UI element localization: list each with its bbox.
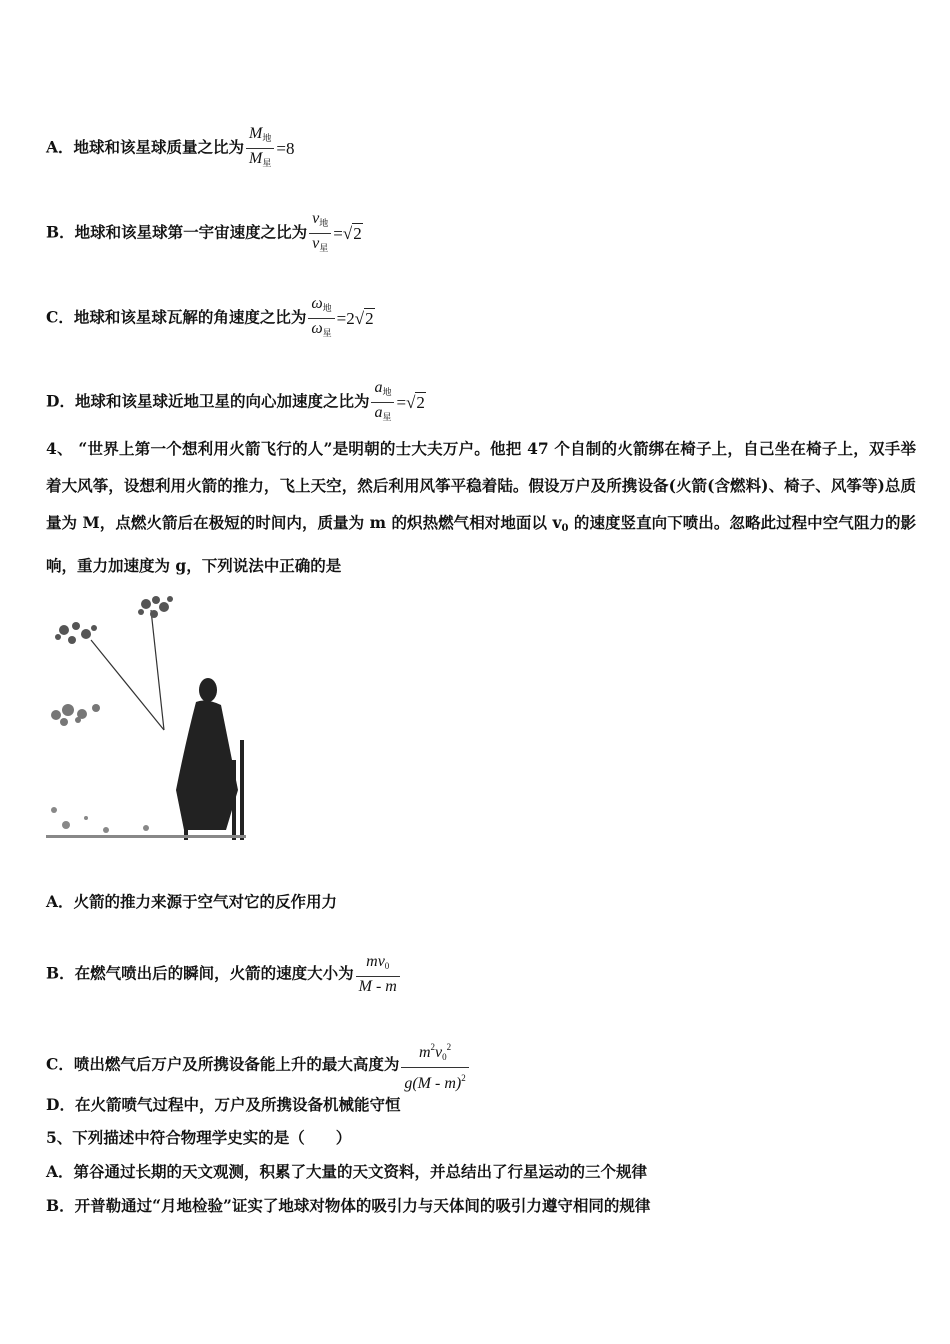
fraction-value: =8: [276, 138, 295, 158]
q3-option-d: [46, 378, 426, 427]
q3-option-c: [46, 294, 375, 343]
fraction-value: =2√2: [336, 308, 374, 328]
max-height-fraction: $\frac{m^2v_0^2}{g(M - m)^2}$: [401, 1037, 468, 1094]
option-letter: A．: [46, 137, 74, 157]
q5-option-b: B．开普勒通过“月地检验”证实了地球对物体的吸引力与天体间的吸引力遵守相同的规律: [46, 1196, 651, 1215]
option-letter: C．: [46, 307, 74, 327]
q4-option-a: A．火箭的推力来源于空气对它的反作用力: [46, 892, 338, 911]
rocket-velocity-fraction: $\frac{mv_0}{M - m}$: [356, 952, 400, 997]
q3-option-a: [46, 124, 294, 173]
kite-string-right: [151, 610, 164, 730]
acceleration-ratio-fraction: $\frac{a_地}{a_星}$: [371, 378, 394, 427]
kite-left: [55, 622, 97, 644]
q4-option-c: C．喷出燃气后万户及所携设备能上升的最大高度为 $\frac{m^2v_0^2}{g(M - m)^2}$: [46, 1037, 471, 1094]
kite-string-left: [91, 640, 164, 730]
cloud-smoke: [51, 704, 100, 726]
q5-option-a: A．第谷通过长期的天文观测，积累了大量的天文资料，并总结出了行星运动的三个规律: [46, 1162, 648, 1181]
option-text: 地球和该星球近地卫星的向心加速度之比为: [74, 391, 370, 411]
option-letter: B．: [46, 222, 75, 242]
option-text: 地球和该星球第一宇宙速度之比为: [74, 222, 308, 242]
velocity-ratio-fraction: $\frac{v_地}{v_星}$: [309, 209, 331, 258]
q5-stem: 5、下列描述中符合物理学史实的是（ ）: [46, 1128, 352, 1147]
q4-stem: 4、 “世界上第一个想利用火箭飞行的人”是明朝的士大夫万户。他把 47 个自制的火箭绑在椅子上，自己坐在椅子上，双手举着大风筝，设想利用火箭的推力，飞上天空，然后利用风筝平稳着陆。假设万户及所携设备(火箭(含燃料)、椅子、风筝等)总质量为 M，点燃火箭后在极短的时间内，质量为 m 的炽热燃气相对地面以 $v_0$ 的速度竖直向下喷出。忽略此过程中空气阻力的影响，重力加速度为 g，下列说法中正确的是: [46, 439, 917, 575]
option-text: 地球和该星球质量之比为: [73, 137, 245, 157]
q4-option-d: D．在火箭喷气过程中，万户及所携设备机械能守恒: [46, 1095, 401, 1114]
mass-ratio-fraction: $\frac{M_地}{M_星}$: [246, 124, 274, 173]
kite-right: [138, 596, 173, 618]
option-text: 地球和该星球瓦解的角速度之比为: [73, 307, 307, 327]
fraction-value: =√2: [333, 223, 362, 243]
option-letter: D．: [46, 391, 75, 411]
q3-option-b: [46, 209, 363, 258]
wan-hu-rocket-chair-illustration: [46, 590, 246, 855]
fraction-value: =√2: [396, 392, 425, 412]
q4-option-b: B．在燃气喷出后的瞬间，火箭的速度大小为 $\frac{mv_0}{M - m}$: [46, 952, 402, 997]
angular-velocity-ratio-fraction: $\frac{\omega_地}{\omega_星}$: [308, 294, 334, 343]
